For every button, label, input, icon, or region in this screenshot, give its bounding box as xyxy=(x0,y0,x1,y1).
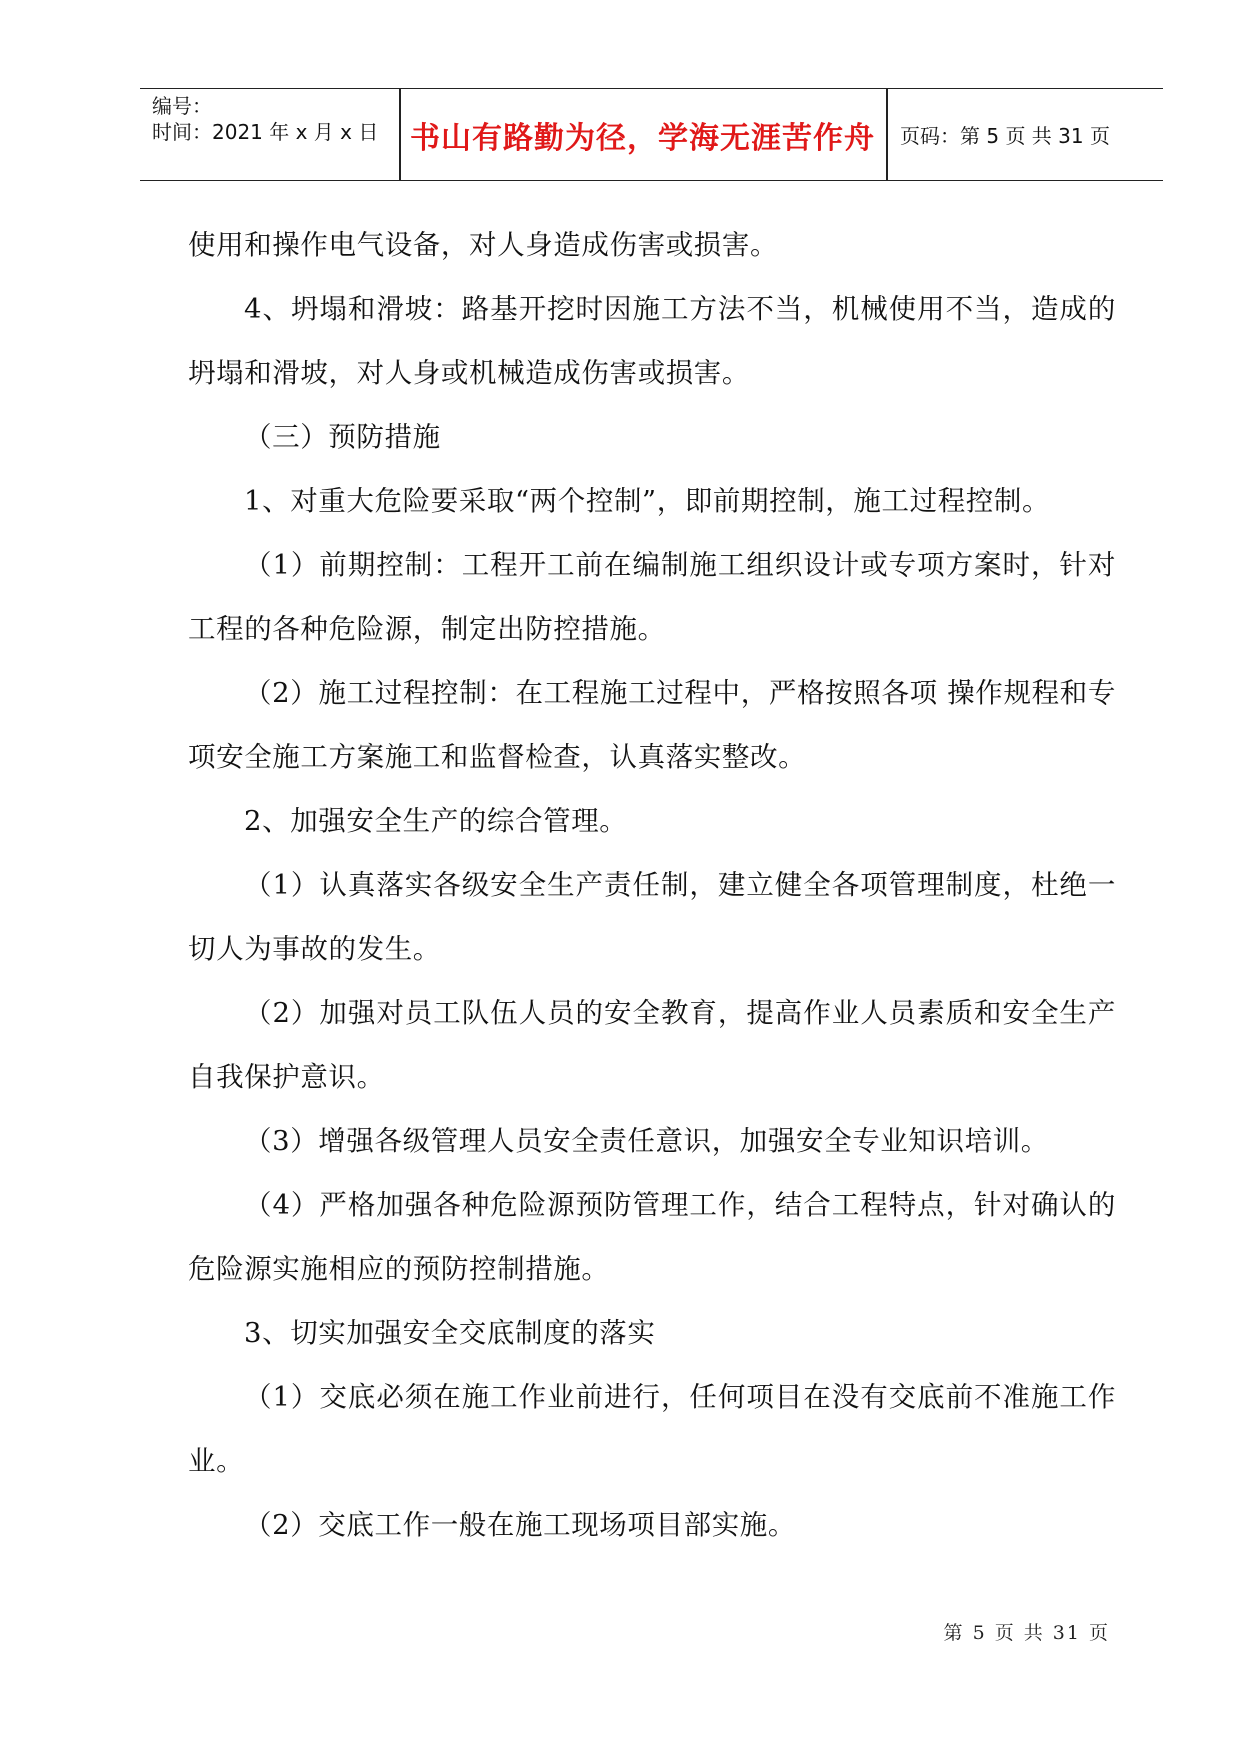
paragraph: （2）交底工作一般在施工现场项目部实施。 xyxy=(244,1509,796,1541)
paragraph: （1）认真落实各级安全生产责任制，建立健全各项管理制度，杜绝一切人为事故的发生。 xyxy=(188,869,1116,965)
paragraph: （1）交底必须在施工作业前进行，任何项目在没有交底前不准施工作业。 xyxy=(188,1381,1116,1477)
document-number-label: 编号： xyxy=(152,94,212,118)
header-divider xyxy=(886,89,888,180)
paragraph: （3）增强各级管理人员安全责任意识，加强安全专业知识培训。 xyxy=(244,1125,1049,1157)
paragraph: （2）施工过程控制：在工程施工过程中，严格按照各项 操作规程和专项安全施工方案施工和监督检查，认真落实整改。 xyxy=(188,677,1116,773)
document-date-label: 时间：2021 年 x 月 x 日 xyxy=(152,120,379,144)
header-motto: 书山有路勤为径，学海无涯苦作舟 xyxy=(410,120,875,156)
paragraph: 4、坍塌和滑坡：路基开挖时因施工方法不当，机械使用不当，造成的坍塌和滑坡，对人身或机械造成伤害或损害。 xyxy=(188,293,1116,389)
document-body xyxy=(188,213,1116,1557)
paragraph: 1、对重大危险要采取“两个控制”，即前期控制，施工过程控制。 xyxy=(244,485,1051,517)
page-footer: 第 5 页 共 31 页 xyxy=(943,1622,1110,1644)
paragraph: 使用和操作电气设备，对人身造成伤害或损害。 xyxy=(188,229,779,261)
paragraph: 3、切实加强安全交底制度的落实 xyxy=(244,1317,656,1349)
paragraph: 2、加强安全生产的综合管理。 xyxy=(244,805,628,837)
paragraph: （1）前期控制：工程开工前在编制施工组织设计或专项方案时，针对工程的各种危险源，制定出防控措施。 xyxy=(188,549,1116,645)
header-page-label: 页码：第 5 页 共 31 页 xyxy=(900,124,1110,148)
page-header xyxy=(140,88,1163,181)
paragraph: （2）加强对员工队伍人员的安全教育，提高作业人员素质和安全生产自我保护意识。 xyxy=(188,997,1116,1093)
header-meta xyxy=(152,93,378,145)
section-heading: （三）预防措施 xyxy=(244,421,441,453)
paragraph: （4）严格加强各种危险源预防管理工作，结合工程特点，针对确认的危险源实施相应的预防控制措施。 xyxy=(188,1189,1116,1285)
